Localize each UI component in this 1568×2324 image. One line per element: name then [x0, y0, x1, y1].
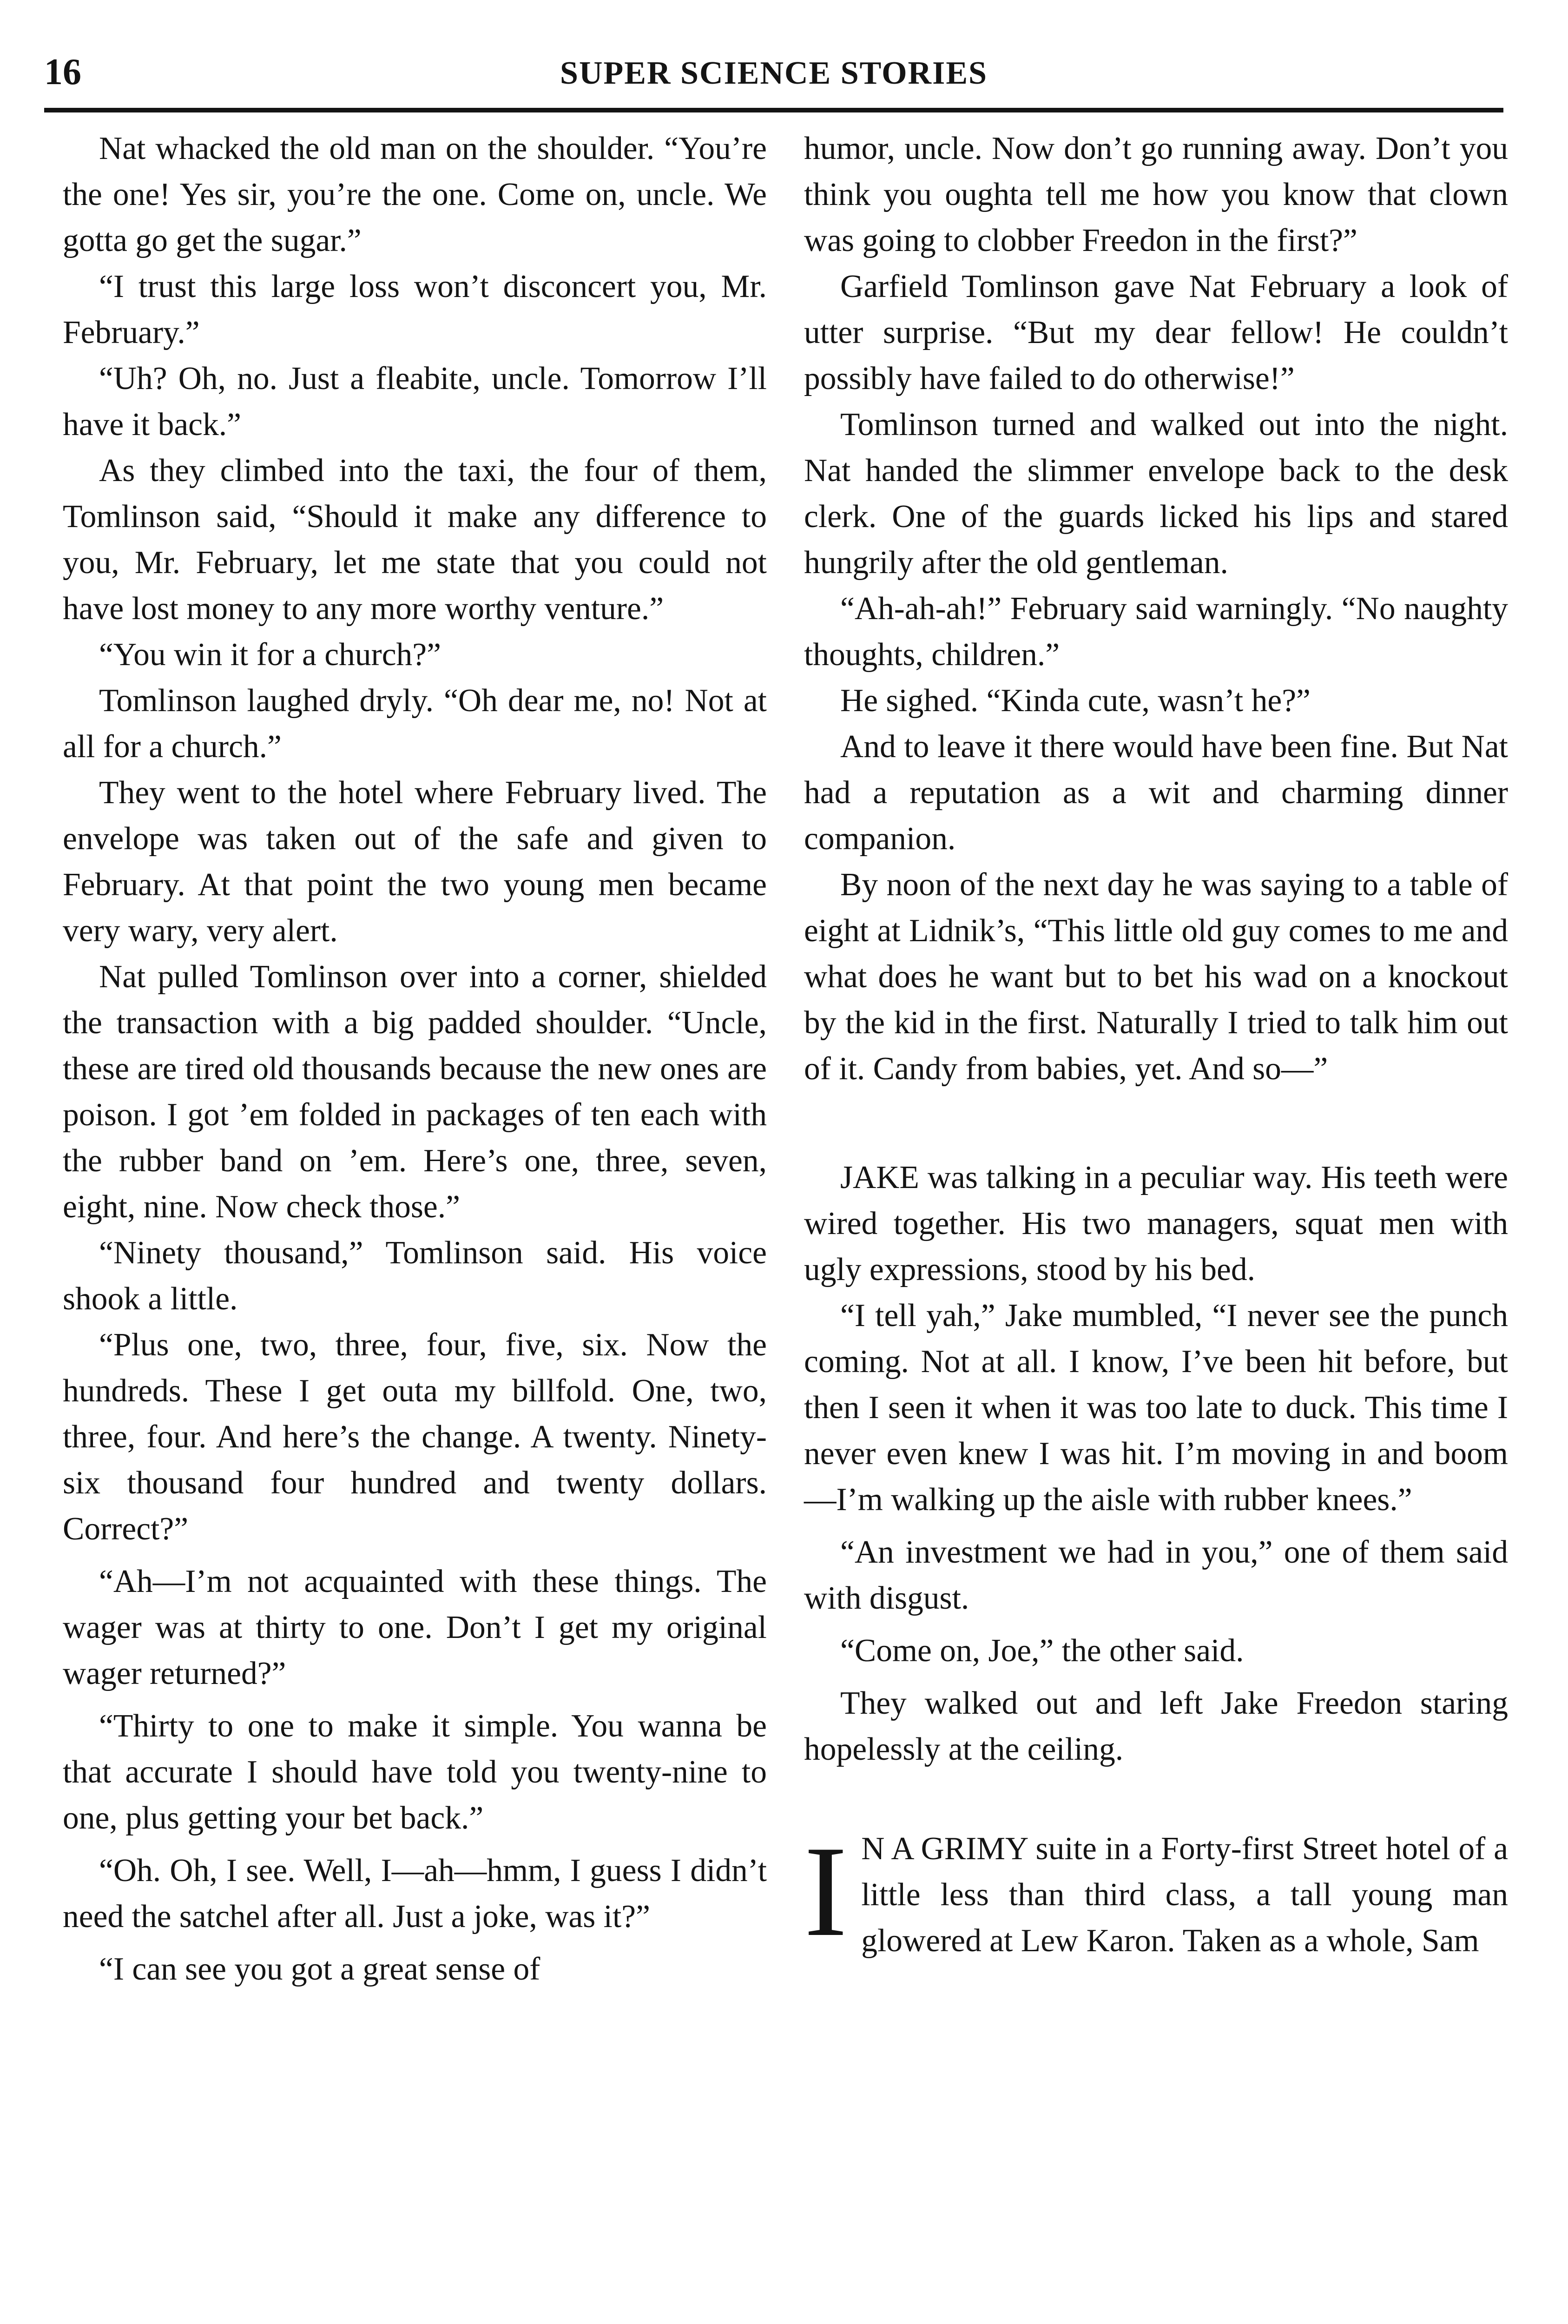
paragraph: “You win it for a church?”: [99, 637, 441, 673]
paragraph: Tomlinson turned and walked out into the night. Nat handed the slimmer envelope back to the desk clerk. One of the guards licked his lips and stared hungrily after the old gentleman.: [804, 407, 1508, 581]
section-break: [804, 1772, 1508, 1826]
paragraph: humor, uncle. Now don’t go running away. Don’t you think you oughta tell me how you know that clown was going to clobber Freedon in the first?”: [804, 131, 1508, 258]
dropcap-letter: I: [804, 1819, 848, 1963]
paragraph: JAKE was talking in a peculiar way. His teeth were wired together. His two managers, squat men with ugly expressions, stood by his bed.: [804, 1160, 1508, 1287]
header-rule: [44, 108, 1503, 112]
paragraph: “Ah—I’m not acquainted with these things. The wager was at thirty to one. Don’t I get my original wager returned?”: [63, 1564, 767, 1691]
paragraph: They walked out and left Jake Freedon staring hopelessly at the ceiling.: [804, 1685, 1508, 1767]
paragraph: “Thirty to one to make it simple. You wanna be that accurate I should have told you twenty-nine to one, plus getting your bet back.”: [63, 1708, 767, 1836]
paragraph: Garfield Tomlinson gave Nat February a look of utter surprise. “But my dear fellow! He couldn’t possibly have failed to do otherwise!”: [804, 269, 1508, 396]
page-header: [44, 44, 1503, 102]
page-number: 16: [44, 52, 81, 92]
paragraph: Nat pulled Tomlinson over into a corner, shielded the transaction with a big padded shoulder. “Uncle, these are tired old thousands because the new ones are poison. I got ’em folded in packages of ten each with the rubber band on ’em. Here’s one, three, seven, eight, nine. Now check those.”: [63, 959, 767, 1225]
paragraph: “Uh? Oh, no. Just a fleabite, uncle. Tomorrow I’ll have it back.”: [63, 361, 767, 442]
paragraph: “Come on, Joe,” the other said.: [840, 1633, 1244, 1669]
paragraph: As they climbed into the taxi, the four of them, Tomlinson said, “Should it make any difference to you, Mr. February, let me state that you could not have lost money to any more worthy venture.”: [63, 453, 767, 627]
paragraph: Nat whacked the old man on the shoulder. “You’re the one! Yes sir, you’re the one. Come on, uncle. We gotta go get the sugar.”: [63, 131, 767, 258]
paragraph: “Ninety thousand,” Tomlinson said. His voice shook a little.: [63, 1235, 767, 1317]
paragraph: “I can see you got a great sense of: [99, 1951, 540, 1987]
paragraph: Tomlinson laughed dryly. “Oh dear me, no! Not at all for a church.”: [63, 683, 767, 765]
section-break: [804, 1092, 1508, 1155]
paragraph: He sighed. “Kinda cute, wasn’t he?”: [840, 683, 1311, 719]
paragraph: By noon of the next day he was saying to a table of eight at Lidnik’s, “This little old guy comes to me and what does he want but to bet his wad on a knockout by the kid in the first. Naturally I tried to talk him out of it. Candy from babies, yet. And so—”: [804, 867, 1508, 1087]
right-column: [804, 125, 1508, 1964]
paragraph: “I trust this large loss won’t disconcert you, Mr. February.”: [63, 269, 767, 350]
paragraph: “Plus one, two, three, four, five, six. Now the hundreds. These I get outa my billfold. One, two, three, four. And here’s the change. A twenty. Ninety-six thousand four hundred and twenty dollars. Correct?”: [63, 1327, 767, 1547]
paragraph: And to leave it there would have been fine. But Nat had a reputation as a wit and charming dinner companion.: [804, 729, 1508, 857]
paragraph: “Ah-ah-ah!” February said warningly. “No naughty thoughts, children.”: [804, 591, 1508, 673]
dropcap-paragraph-text: N A GRIMY suite in a Forty-first Street hotel of a little less than third class, a tall young man glowered at Lew Karon. Taken as a whole, Sam: [861, 1831, 1508, 1959]
paragraph: They went to the hotel where February lived. The envelope was taken out of the safe and given to February. At that point the two young men became very wary, very alert.: [63, 775, 767, 949]
paragraph: “I tell yah,” Jake mumbled, “I never see the punch coming. Not at all. I know, I’ve been hit before, but then I seen it when it was too late to duck. This time I never even knew I was hit. I’m moving in and boom—I’m walking up the aisle with rubber knees.”: [804, 1298, 1508, 1518]
left-column: [63, 125, 767, 1992]
paragraph: “Oh. Oh, I see. Well, I—ah—hmm, I guess I didn’t need the satchel after all. Just a joke, was it?”: [63, 1853, 767, 1934]
running-title: SUPER SCIENCE STORIES: [560, 55, 988, 91]
paragraph: “An investment we had in you,” one of them said with disgust.: [804, 1534, 1508, 1616]
dropcap-paragraph: [804, 1819, 1508, 1964]
